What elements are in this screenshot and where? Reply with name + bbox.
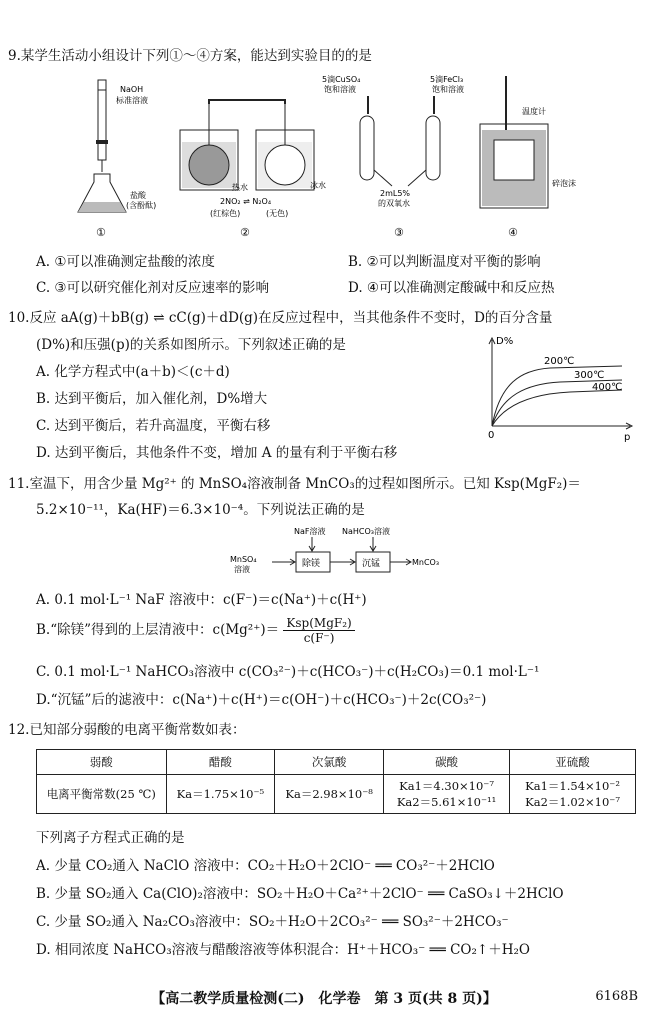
foam-label: 碎泡沫: [552, 179, 576, 188]
q9-stem: 9.某学生活动小组设计下列①～④方案，能达到实验目的的是: [8, 48, 372, 64]
q9-option-a: A. ①可以准确测定盐酸的浓度: [36, 254, 215, 270]
q11-stem-1: 11.室温下，用含少量 Mg²⁺ 的 MnSO₄溶液制备 MnCO₃的过程如图所示。已知 Ksp(MgF₂)＝: [8, 476, 581, 492]
thermometer-label: 温度计: [522, 107, 546, 116]
standard-solution-label: 标准溶液: [116, 96, 148, 105]
q9-option-d: D. ④可以准确测定酸碱中和反应热: [348, 280, 555, 296]
hcl-label: 盐酸: [130, 191, 146, 200]
q10-graph: [480, 334, 640, 444]
q10-stem-1: 10.反应 aA(g)＋bB(g) ⇌ cC(g)＋dD(g)在反应过程中，当其他条件不变时，D的百分含量: [8, 310, 553, 326]
q12-option-d: D. 相同浓度 NaHCO₃溶液与醋酸溶液等体积混合：H⁺＋HCO₃⁻ ══ CO₂↑＋H₂O: [36, 942, 530, 958]
fig-number-2: ②: [240, 226, 250, 239]
table-cell: Ka＝1.75×10⁻⁵: [166, 775, 275, 814]
carbonic-ka1: Ka1＝4.30×10⁻⁷: [399, 779, 494, 793]
naoh-label: NaOH: [120, 85, 144, 94]
step-remove-mg: 除镁: [302, 559, 321, 569]
ice-water-label: 冰水: [310, 181, 326, 190]
sulfurous-ka2: Ka2＝1.02×10⁻⁷: [525, 795, 620, 809]
label-400: 400℃: [592, 382, 623, 393]
y-axis-label: D%: [496, 336, 514, 347]
q11-option-b-text: B.“除镁”得到的上层清液中：c(Mg²⁺)＝: [36, 622, 280, 638]
q10-option-b: B. 达到平衡后，加入催化剂，D%增大: [36, 391, 268, 407]
q12-option-a: A. 少量 CO₂通入 NaClO 溶液中：CO₂＋H₂O＋2ClO⁻ ══ CO₃²⁻＋2HClO: [36, 858, 495, 874]
catalyst-test-tubes: [322, 74, 464, 239]
origin-label: 0: [488, 430, 495, 441]
x-axis-label: p: [624, 432, 631, 443]
table-row: [37, 775, 636, 814]
q11-option-b-fraction: [283, 616, 354, 645]
q10-stem-2: (D%)和压强(p)的关系如图所示。下列叙述正确的是: [36, 337, 346, 353]
fecl3-label: 5滴FeCl₃: [430, 75, 464, 84]
fraction-numerator: Ksp(MgF₂): [283, 616, 354, 631]
burette-titration-setup: [78, 80, 156, 239]
table-header-cell: 碳酸: [384, 750, 510, 775]
q11-option-d: D.“沉锰”后的滤液中：c(Na⁺)＋c(H⁺)＝c(OH⁻)＋c(HCO₃⁻)＋2c(CO₃²⁻): [36, 692, 487, 708]
table-header-cell: 弱酸: [37, 750, 167, 775]
q9-option-b: B. ②可以判断温度对平衡的影响: [348, 254, 541, 270]
table-cell: [384, 775, 510, 814]
label-300: 300℃: [574, 370, 605, 381]
h2o2-volume-label: 2mL5%: [380, 189, 411, 198]
reagent-naf: NaF溶液: [294, 527, 326, 536]
phenolphthalein-label: (含酚酞): [126, 201, 157, 210]
reagent-nahco3: NaHCO₃溶液: [342, 527, 390, 536]
calorimeter-setup: [480, 76, 576, 239]
curve-400: [492, 390, 622, 426]
flow-output: MnCO₃: [412, 558, 440, 567]
page-footer: 【高二教学质量检测(二) 化学卷 第 3 页(共 8 页)】: [151, 991, 497, 1007]
table-header-cell: 次氯酸: [275, 750, 384, 775]
table-cell: 电离平衡常数(25 ℃): [37, 775, 167, 814]
fraction-denominator: c(F⁻): [303, 631, 335, 645]
colorless-label: (无色): [266, 209, 289, 218]
equilibrium-equation: 2NO₂ ⇌ N₂O₄: [220, 197, 272, 206]
q10-option-d: D. 达到平衡后，其他条件不变，增加 A 的量有利于平衡右移: [36, 445, 398, 461]
q11-flow-diagram: [226, 524, 466, 584]
fig-number-4: ④: [508, 226, 518, 239]
sulfurous-ka1: Ka1＝1.54×10⁻²: [525, 779, 620, 793]
flow-input-2: 溶液: [234, 565, 250, 574]
q9-apparatus-figure: [60, 70, 580, 242]
q9-option-c: C. ③可以研究催化剂对反应速率的影响: [36, 280, 270, 296]
q12-option-b: B. 少量 SO₂通入 Ca(ClO)₂溶液中：SO₂＋H₂O＋Ca²⁺＋2ClO⁻ ══ CaSO₃↓＋2HClO: [36, 886, 564, 902]
q11-option-c: C. 0.1 mol·L⁻¹ NaHCO₃溶液中 c(CO₃²⁻)＋c(HCO₃⁻)＋c(H₂CO₃)＝0.1 mol·L⁻¹: [36, 664, 540, 680]
no2-equilibrium-setup: [180, 100, 326, 239]
h2o2-label: 的双氧水: [378, 199, 410, 208]
table-cell: [510, 775, 636, 814]
q10-option-a: A. 化学方程式中(a＋b)＜(c＋d): [36, 364, 230, 380]
table-header-cell: 亚硫酸: [510, 750, 636, 775]
red-brown-label: (红棕色): [210, 209, 241, 218]
q12-stem: 12.已知部分弱酸的电离平衡常数如表：: [8, 722, 246, 738]
cuso4-saturated-label: 饱和溶液: [324, 85, 356, 94]
table-header-cell: 醋酸: [166, 750, 275, 775]
paper-code: 6168B: [595, 989, 638, 1004]
table-cell: Ka＝2.98×10⁻⁸: [275, 775, 384, 814]
q10-option-c: C. 达到平衡后，若升高温度，平衡右移: [36, 418, 271, 434]
flow-input-1: MnSO₄: [230, 555, 257, 564]
step-precipitate-mn: 沉锰: [362, 559, 381, 569]
q11-stem-2: 5.2×10⁻¹¹，Ka(HF)＝6.3×10⁻⁴。下列说法正确的是: [36, 502, 365, 518]
q12-subquestion: 下列离子方程式正确的是: [36, 830, 185, 846]
table-header-row: [37, 750, 636, 775]
label-200: 200℃: [544, 356, 575, 367]
fecl3-saturated-label: 饱和溶液: [432, 85, 464, 94]
q11-option-a: A. 0.1 mol·L⁻¹ NaF 溶液中：c(F⁻)＝c(Na⁺)＋c(H⁺): [36, 592, 367, 608]
hot-water-label: 热水: [232, 183, 248, 192]
fig-number-1: ①: [96, 226, 106, 239]
q12-option-c: C. 少量 SO₂通入 Na₂CO₃溶液中：SO₂＋H₂O＋2CO₃²⁻ ══ SO₃²⁻＋2HCO₃⁻: [36, 914, 509, 930]
q11-option-b: [36, 616, 355, 645]
carbonic-ka2: Ka2＝5.61×10⁻¹¹: [396, 795, 497, 809]
ionization-constant-table: [36, 749, 636, 814]
cuso4-label: 5滴CuSO₄: [322, 75, 361, 84]
fig-number-3: ③: [394, 226, 404, 239]
